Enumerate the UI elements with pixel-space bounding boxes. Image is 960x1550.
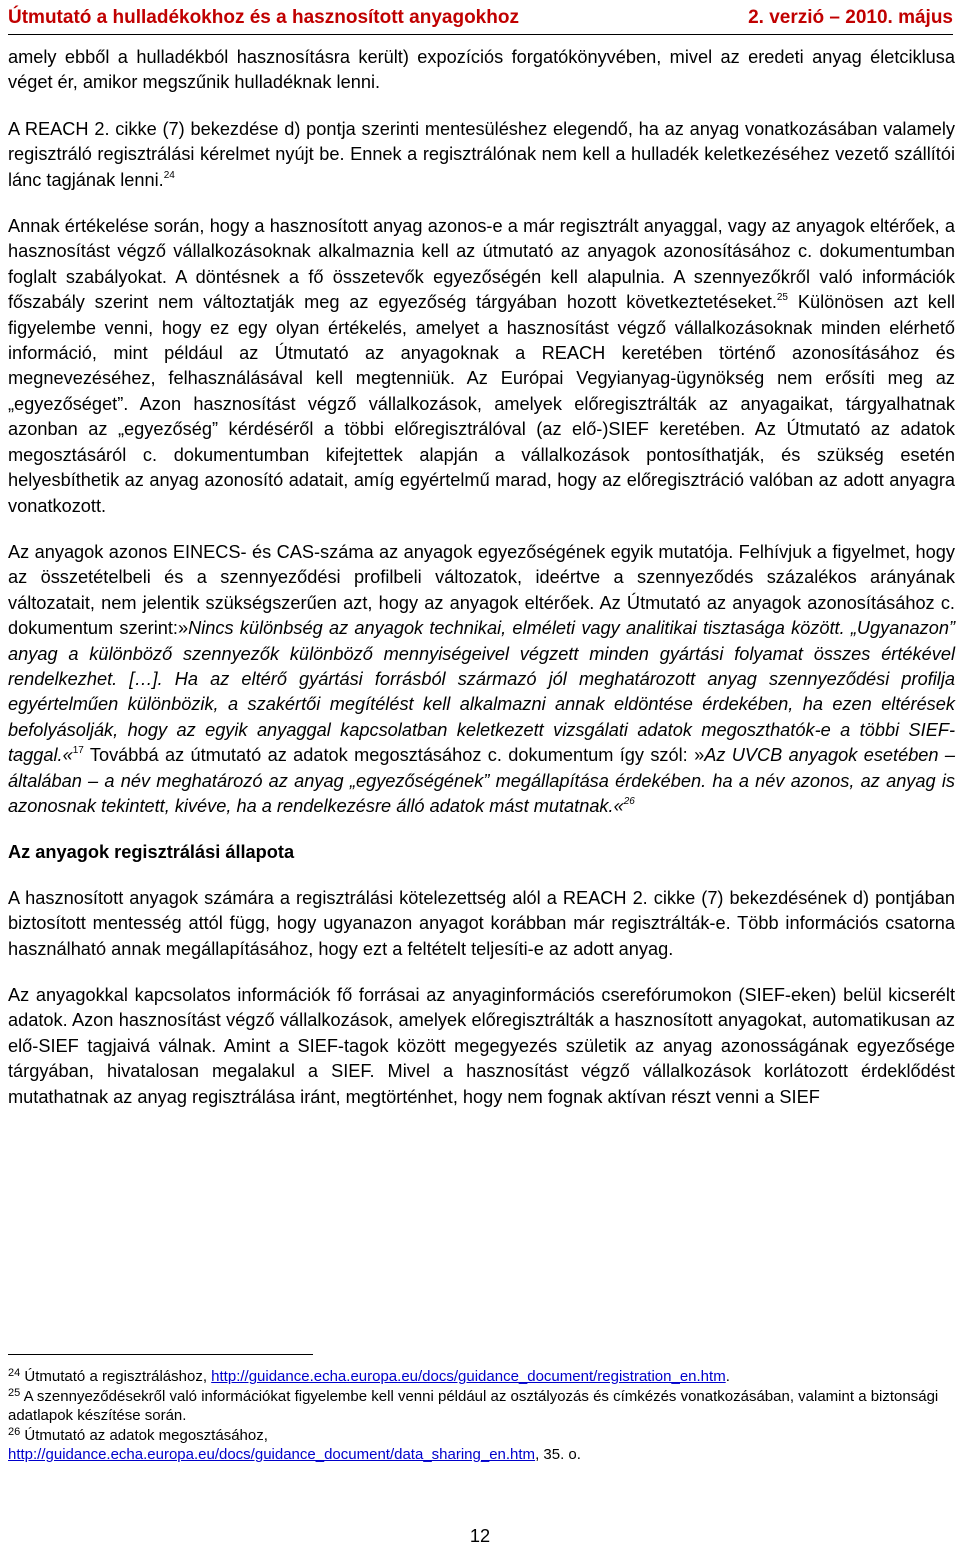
footnote-24-number: 24 (8, 1367, 21, 1379)
page-header (8, 4, 953, 35)
paragraph-4-text-a: Az anyagok azonos EINECS- és CAS-száma az anyagok egyezőségének egyik mutatója. Felhívjuk a figyelmet, hogy az összetételbeli és a szennyeződési profilbeli változatok, ideértve a szennyeződés százalékos arányának változatait, nem jelentik szükségszerűen azt, hogy az anyagok eltérőek. Az Útmutató az anyagok azonosításához c. dokumentum szerint:» (8, 541, 955, 639)
footnote-ref-24[interactable]: 24 (163, 169, 175, 181)
paragraph-2-text: A REACH 2. cikke (7) bekezdése d) pontja szerinti mentesüléshez elegendő, ha az anyag vonatkozásában valamely regisztráló regisztrálási kérelmet nyújt be. Ennek a regisztrálónak nem kell a hulladék keletkezéséhez vezető szállítói lánc tagjának lenni. (8, 118, 955, 190)
footnote-ref-25[interactable]: 25 (776, 292, 788, 304)
paragraph-5: A hasznosított anyagok számára a regisztrálási kötelezettség alól a REACH 2. cikke (7) bekezdésének d) pontjában biztosított mentesség attól függ, hogy ugyanazon anyagot korábban már regisztrálták-e. Több információs csatorna használható annak megállapításához, hogy ezt a feltételt teljesíti-e az adott anyag. (8, 887, 955, 959)
page-number: 12 (469, 1526, 491, 1546)
footnotes (8, 1367, 955, 1465)
paragraph-4 (8, 540, 955, 819)
paragraph-4-quote-2: Az UVCB anyagok esetében – általában – a név meghatározó az anyag „egyezőségének” megállapítása érdekében. ha a név azonos, az anyag is azonosnak tekintett, kivéve, ha a rendelkezésre álló adatok mást mutatnak.« (8, 745, 955, 816)
document-body (8, 45, 955, 1110)
footnote-ref-26[interactable]: 26 (623, 795, 635, 807)
paragraph-4-text-b: Továbbá az útmutató az adatok megosztásához c. dokumentum így szól: » (83, 745, 705, 766)
footnote-26-text: Útmutató az adatok megosztásához, (20, 1426, 268, 1444)
header-version: 2. verzió – 2010. május (748, 7, 953, 28)
paragraph-2 (8, 117, 955, 193)
header-title: Útmutató a hulladékokhoz és a hasznosított anyagokhoz (8, 7, 519, 28)
paragraph-1: amely ebből a hulladékból hasznosításra került) expozíciós forgatókönyvében, mivel az eredeti anyag életciklusa véget ér, amikor megszűnik hulladéknak lenni. (8, 47, 955, 93)
footnote-24-link[interactable]: http://guidance.echa.europa.eu/docs/guidance_document/registration_en.htm (211, 1368, 726, 1385)
footnote-25 (8, 1387, 955, 1426)
paragraph-3-text-a: Annak értékelése során, hogy a hasznosított anyag azonos-e a már regisztrált anyaggal, vagy az anyagok eltérőek, a hasznosítást végző vállalkozásoknak alkalmaznia kell az útmutató az anyagok azonosításához c. dokumentumban foglalt szabályokat. A döntésnek a fő összetevők egyezőségén kell alapulnia. A szennyezőkről való információk főszabály szerint nem változtatják meg az egyezőség tárgyában hozott következtetéseket. (8, 216, 955, 313)
footnote-25-number: 25 (8, 1386, 21, 1399)
footnote-24-end: . (725, 1368, 730, 1385)
paragraph-3-text-b: Különösen azt kell figyelembe venni, hogy ez egy olyan értékelés, amelyet a hasznosítást végző vállalkozásoknak minden elérhető információ, mint például az Útmutató az anyagoknak a REACH keretében történő azonosításához és megnevezéséhez, felhasználásával kell megtenniük. Az Európai Vegyianyag-ügynökség nem erősíti meg az „egyezőséget”. Azon hasznosítást végző vállalkozások, amelyek előregisztrálták az anyagaikat, tárgyalhatnak azonban az „egyezőség” kérdéséről a többi előregisztrálóval (az elő-)SIEF keretében. Az Útmutató az adatok megosztásáról c. dokumentumban kifejtettek alapján a vállalkozások pontosíthatják, és szükség esetén helyesbíthetik az anyag azonosító adatait, amíg egyértelmű marad, hogy az előregisztráció valóban az adott anyagra vonatkozott. (8, 292, 955, 516)
footnote-ref-17[interactable]: 17 (72, 745, 84, 757)
footnote-26-number: 26 (8, 1425, 21, 1438)
footnote-26-end: , 35. o. (535, 1446, 581, 1463)
paragraph-4-quote-1: Nincs különbség az anyagok technikai, elméleti vagy analitikai tisztasága között. „Ugyanazon” anyag a különböző szennyezők különböző mennyiségeivel végzett minden gyártási folyamat összes értékével rendelkezhet. […]. Ha az eltérő gyártási forrásból származó jól meghatározott anyag szennyeződési profilja egyértelműen különbözik, a szakértői megítélést kell alkalmazni annak eldöntése érdekében, ha ezen eltérések befolyásolják, hogy az egyik anyaggal kapcsolatban keletkezett vizsgálati adatok megoszthatók-e a többi SIEF-taggal.« (8, 618, 955, 766)
footnote-divider (8, 1354, 313, 1355)
section-heading: Az anyagok regisztrálási állapota (8, 842, 295, 863)
footnote-25-text: A szennyeződésekről való információkat figyelembe kell venni például az osztályozás és címkézés vonatkozásában, valamint a biztonsági adatlapok készítése során. (8, 1387, 939, 1424)
footnote-26 (8, 1426, 955, 1465)
footnote-24-text: Útmutató a regisztráláshoz, (20, 1368, 212, 1385)
paragraph-3 (8, 214, 955, 519)
paragraph-6: Az anyagokkal kapcsolatos információk fő forrásai az anyaginformációs cserefórumokon (SIEF-eken) belül kicserélt adatok. Azon hasznosítást végző vállalkozások, amelyek előregisztrálták a hasznosított anyagokat, automatikusan az elő-SIEF tagjaivá válnak. Amint a SIEF-tagok között megegyezés születik az anyag azonosságának egyezősége tárgyában, hivatalosan megalakul a SIEF. Mivel a hasznosítást végző vállalkozások korlátozott érdeklődést mutathatnak az anyag regisztrálása iránt, megtörténhet, hogy nem fognak aktívan részt venni a SIEF (8, 985, 955, 1107)
footnote-26-link[interactable]: http://guidance.echa.europa.eu/docs/guidance_document/data_sharing_en.htm (8, 1446, 536, 1463)
footnote-24 (8, 1367, 955, 1387)
